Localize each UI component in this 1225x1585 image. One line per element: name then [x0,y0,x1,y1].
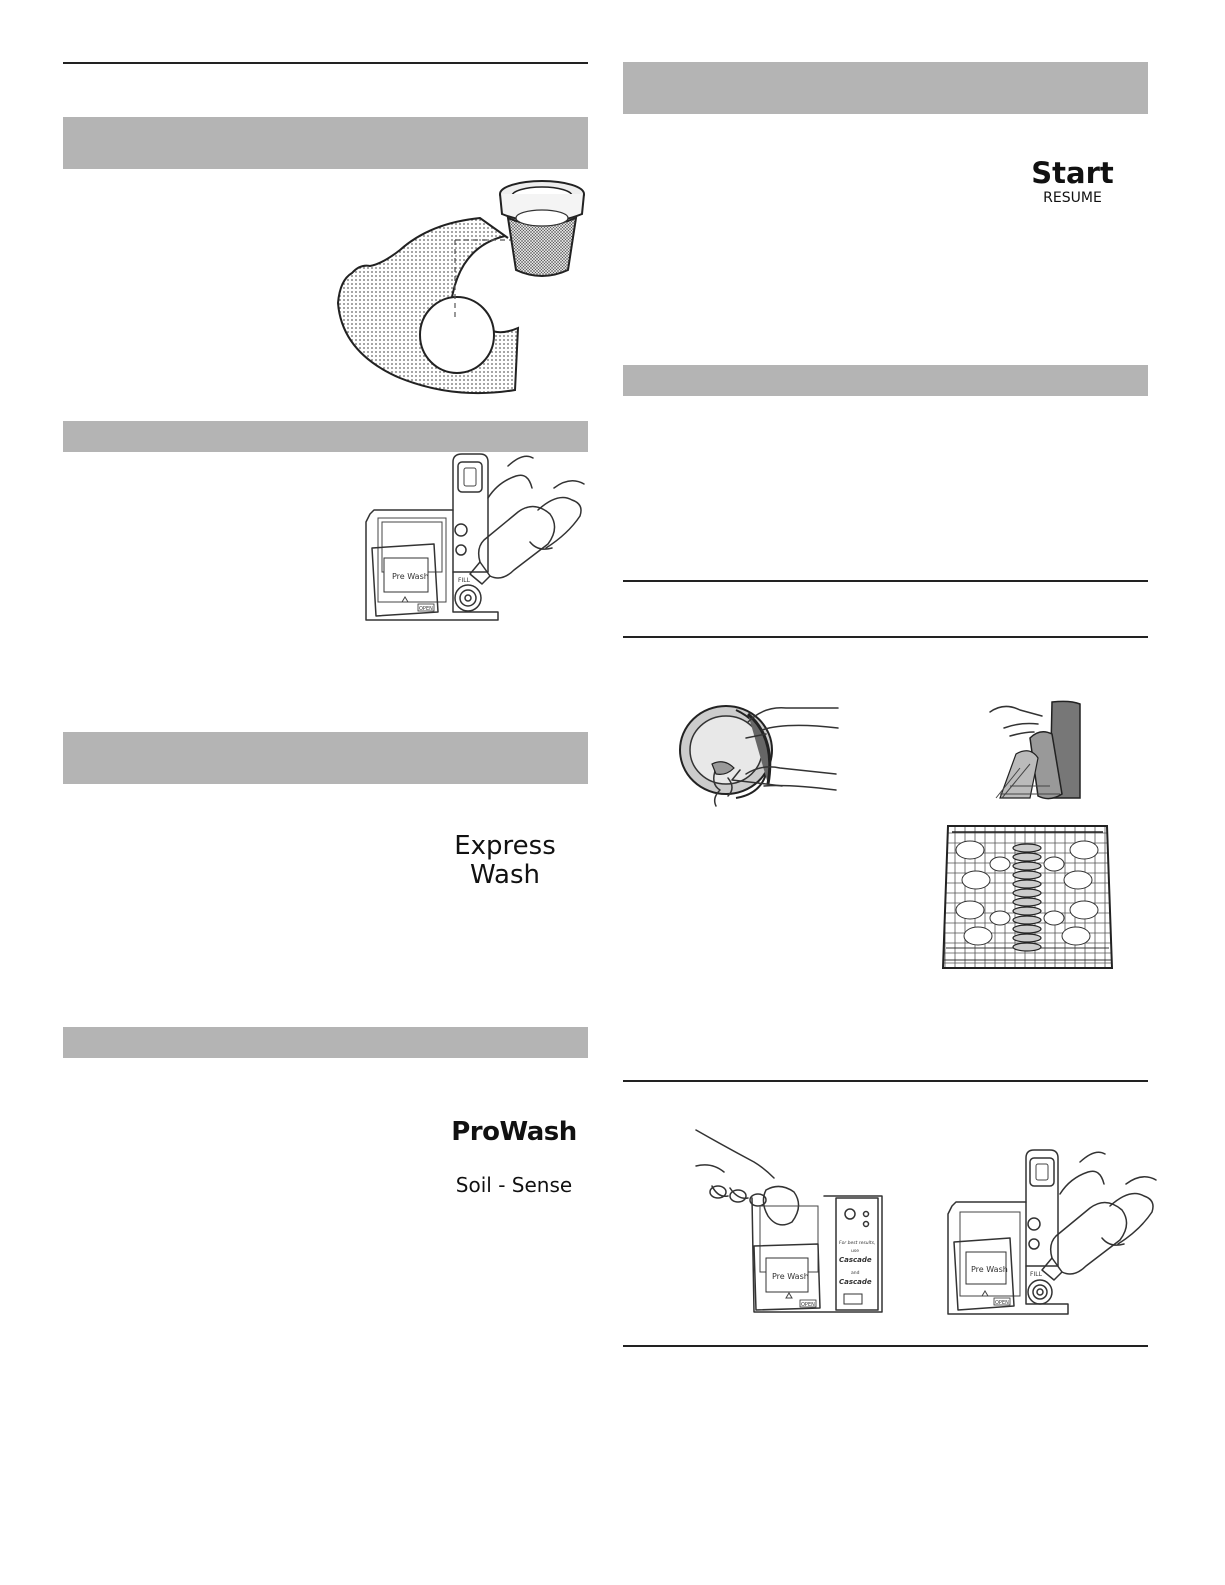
soil-sense-label: Soil - Sense [455,1173,573,1197]
rule-right-2 [623,636,1148,638]
top-rule-left [63,62,588,64]
svg-text:For best results,: For best results, [839,1241,876,1246]
section-band-right-2 [623,365,1148,396]
express-wash-label [440,832,570,890]
rule-right-1 [623,580,1148,582]
express-label-line2: Wash [469,860,540,890]
section-band-filter [63,117,588,169]
rule-right-4 [623,1345,1148,1347]
filter-illustration [330,178,600,403]
rinse-aid-illustration-left [358,452,588,627]
svg-text:OPEN: OPEN [419,606,433,612]
svg-text:OPEN: OPEN [801,1302,815,1308]
scrape-plate-illustration [676,698,841,810]
load-glasses-illustration [990,698,1085,802]
section-band-express-wash [63,732,588,784]
start-label: Start [1031,156,1114,190]
resume-label: RESUME [1043,190,1102,206]
section-band-prowash [63,1027,588,1058]
svg-text:Cascade: Cascade [839,1256,872,1264]
svg-text:Pre Wash: Pre Wash [772,1272,809,1281]
rinse-aid-illustration-right [940,1150,1160,1320]
prowash-label: ProWash [451,1117,577,1147]
section-band-start [623,62,1148,114]
svg-text:Pre Wash: Pre Wash [392,572,429,581]
dish-rack-illustration [940,818,1115,983]
svg-text:FILL: FILL [1030,1271,1042,1278]
express-label-line1: Express [454,831,556,861]
svg-text:OPEN: OPEN [995,1300,1009,1306]
section-band-rinse-aid [63,421,588,452]
svg-text:and: and [851,1271,860,1276]
rule-right-3 [623,1080,1148,1082]
svg-text:FILL: FILL [458,577,470,584]
detergent-illustration [694,1126,886,1316]
svg-text:Cascade: Cascade [839,1278,872,1286]
svg-text:use: use [851,1249,859,1254]
svg-text:Pre Wash: Pre Wash [971,1265,1008,1274]
